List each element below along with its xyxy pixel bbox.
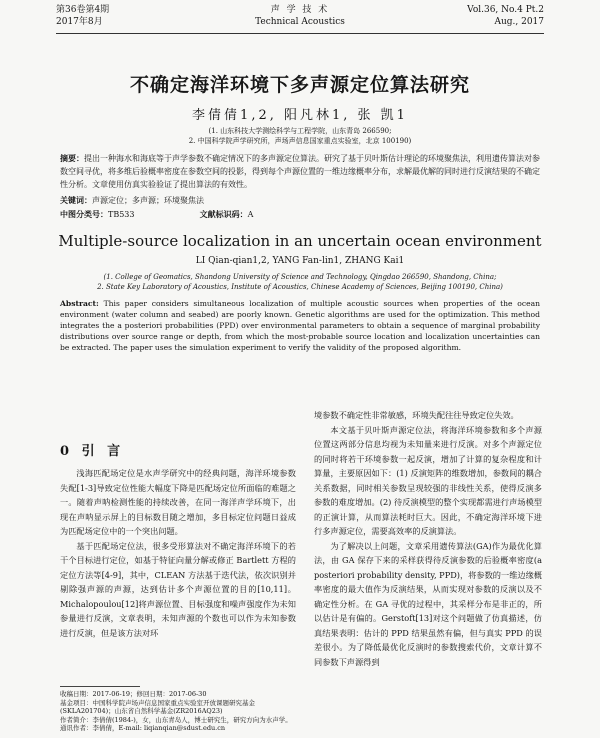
affiliation-cn-2: 2. 中国科学院声学研究所，声场声信息国家重点实验室，北京 100190) [188, 137, 412, 145]
authors-cn: 李倩倩1,2, 阳凡林1, 张 凯1 [192, 108, 408, 123]
doc-code-label: 文献标识码： [199, 209, 248, 219]
affiliation-cn-1: (1. 山东科技大学测绘科学与工程学院，山东青岛 266590; [208, 127, 392, 135]
header-right [467, 4, 544, 28]
paper-title-en: Multiple-source localization in an uncertain ocean environment [58, 232, 542, 250]
journal-volume: 第36卷第4期 [56, 5, 110, 15]
footnote-rule [60, 686, 140, 687]
doc-code-value: A [247, 210, 254, 219]
left-paragraph-2: 基于匹配场定位法，很多受形算法对不确定海洋环境下的若干个目标进行定位，如基于特征向量分解或修正 Bartlett 方程的定位方法等[4-9]，其中，CLEAN 方法基于迭代法，依次识别并剔除强声源的声源，达到估计多个声源位置的目的[10,11]。Michalopoulou[12]将声源位置、目标强度和噪声强度作为未知参量进行反演，文章表明，未知声源的个数也可以作为未知参数进行反演，但是该方法对环 [60, 540, 296, 638]
left-column [60, 466, 296, 640]
abstract-cn-label: 摘要： [60, 153, 84, 163]
right-paragraph-2: 本文基于贝叶斯声源定位法，将海洋环境参数和多个声源位置这两部分信息均视为未知量来进行反演。对多个声源定位的同时将若干环境参数一起反演，增加了计算的复杂程度和计算量，主要原因如下：(1) 反演矩阵的维数增加，参数间的耦合关系数据，同时相关参数呈现较强的非线性关系，使得反演多参数的难度增加。(2) 待反演模型的整个实现都需进行声场模型的正演计算，从而算法耗时巨大。因此，不确定海洋环境下进行多声源定位，需要高效率的反演算法。 [314, 424, 542, 536]
abstract-en-text: This paper considers simultaneous localization of multiple acoustic sources when properties of the ocean environment (water column and seabed) are poorly known. Genetic algorithms are used for the optimization. This method integrates the a posteriori probabilities (PPD) over environmental parameters to obtain a sequence of marginal probability distributions over source range or depth, from which the most-probable source location and localization uncertainties can be extracted. The paper uses the simulation experiment to verify the validity of the proposed algorithm. [60, 299, 540, 352]
paper-title-cn: 不确定海洋环境下多声源定位算法研究 [129, 74, 470, 96]
keywords-cn-text: 声源定位；多声源；环境聚焦法 [92, 196, 204, 205]
footnote-line-3: 作者简介：李倩倩(1984-)，女，山东青岛人，博士研究生，研究方向为水声学。 [60, 715, 292, 724]
right-column [314, 408, 542, 669]
section-heading: 0 引 言 [60, 444, 125, 459]
footnote-line-2: 基金项目：中国科学院声场声信息国家重点实验室开放课题研究基金(SKLA201704)；山东省自然科学基金(ZR2016AQ23) [60, 698, 255, 715]
abstract-cn-text: 提出一种海水和海底等于声学参数不确定情况下的多声源定位算法。研究了基于贝叶斯估计理论的环境聚焦法，利用遗传算法对参数空间寻优，将多维后验概率密度在参数空间的投影，得到每个声源位置的一维边缘概率分布，求解最优解的同时进行反演结果的不确定性分析。文章使用仿真实验验证了提出算法的有效性。 [60, 154, 540, 189]
affiliation-en-2: 2. State Key Laboratory of Acoustics, Institute of Acoustics, Chinese Academy of Sciences, Beijing 100190, China) [97, 283, 503, 291]
journal-name-en: Technical Acoustics [255, 17, 345, 27]
journal-name-cn: 声 学 技 术 [270, 5, 330, 15]
authors-en: LI Qian-qian1,2, YANG Fan-lin1, ZHANG Kai1 [195, 256, 405, 266]
footnote-line-4: 通讯作者：李倩倩，E-mail: liqianqian@sdust.edu.cn [60, 724, 226, 732]
footnote-block [60, 690, 296, 733]
running-header [56, 4, 544, 34]
classification [60, 208, 540, 221]
left-paragraph-1: 浅海匹配场定位是水声学研究中的经典问题，海洋环境参数失配[1-3]导致定位性能大幅度下降是匹配场定位所面临的难题之一。随着声呐检测性能的持续改善，在同一海洋声学环境下，出现在声呐显示屏上的目标数目随之增加，多目标定位问题日益成为匹配场定位中的一个突出问题。 [60, 468, 296, 536]
clc-value: TB533 [108, 210, 135, 219]
abstract-en-label: Abstract: [60, 299, 99, 308]
header-rule [56, 33, 544, 34]
abstract-cn [60, 152, 540, 191]
clc-label: 中图分类号： [60, 209, 108, 219]
keywords-cn [60, 194, 540, 207]
journal-date: 2017年8月 [56, 17, 103, 27]
volume-en: Vol.36, No.4 Pt.2 [467, 5, 544, 15]
date-en: Aug., 2017 [494, 17, 544, 27]
affiliation-en-1: (1. College of Geomatics, Shandong University of Science and Technology, Qingdao 266590, Shandong, China; [103, 273, 497, 281]
keywords-cn-label: 关键词： [60, 195, 92, 205]
right-paragraph-3: 为了解决以上问题，文章采用遗传算法(GA)作为最优化算法，由 GA 保存下来的采样获得待反演参数的后验概率密度(a posteriori probability density, PPD)，将参数的一维边缘概率密度的最大值作为反演结果，从而实现对参数的反演以及不确定性分析。在 GA 寻优的过程中，其采样分布是非正的，所以估计是有偏的。Gerstoft[13]对这个问题做了仿真描述，仿真结果表明：估计的 PPD 结果虽然有偏，但与真实 PPD 的误差很小。为了降低最优化反演时的参数搜索代价，文章计算不同参数下声源得到 [314, 540, 542, 667]
footnote-line-1: 收稿日期：2017-06-19；修回日期：2017-06-30 [60, 690, 207, 698]
abstract-en [60, 298, 540, 353]
right-paragraph-1: 境参数不确定性非常敏感，环境失配往往导致定位失效。 [314, 410, 519, 420]
